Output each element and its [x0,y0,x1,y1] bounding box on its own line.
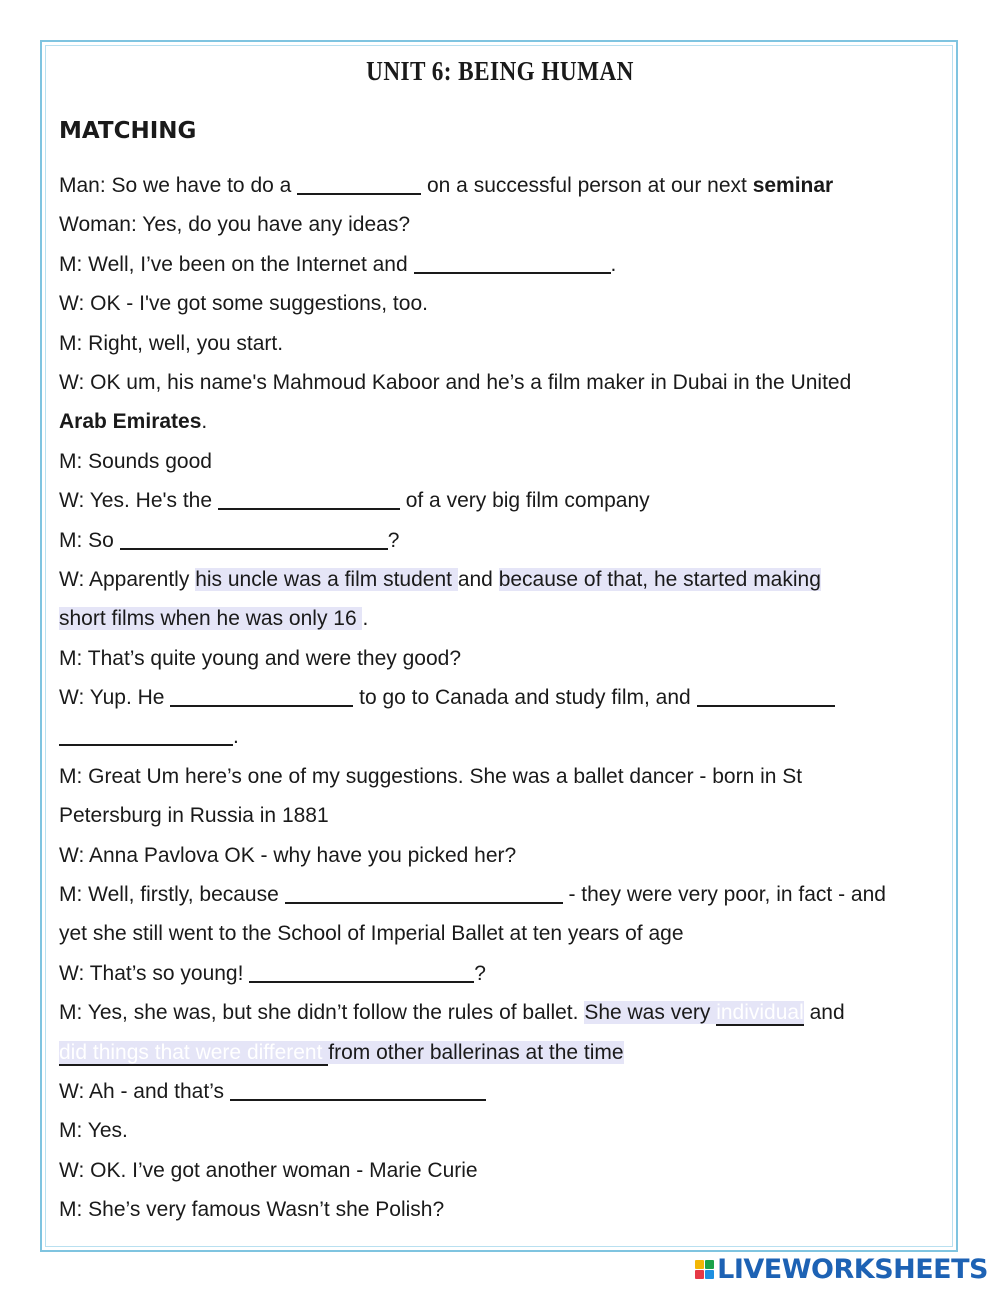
dialogue-line: M: Well, I’ve been on the Internet and . [59,252,617,276]
logo-tile [695,1260,704,1269]
section-heading: MATCHING [59,118,197,144]
highlighted-answer[interactable]: short films when he was only 16 [59,607,363,631]
answer-blank[interactable] [120,527,388,550]
logo-tiles-icon [695,1260,714,1279]
dialogue-line: W: Yup. He to go to Canada and study film, and [59,678,949,717]
dialogue-line: Petersburg in Russia in 1881 [59,804,329,828]
dialogue-line: W: Apparently his uncle was a film student and because of that, he started making [59,567,821,591]
dialogue-line: W: That’s so young! ? [59,961,486,985]
highlighted-answer[interactable]: did things that were different from other ballerinas at the time [59,1040,624,1064]
dialogue-line: Woman: Yes, do you have any ideas? [59,213,411,237]
answer-blank[interactable] [170,684,353,707]
liveworksheets-logo [695,1254,988,1285]
dialogue-line: M: Sounds good [59,449,212,473]
dialogue-text [59,166,949,1230]
dialogue-line: W: OK um, his name's Mahmoud Kaboor and he’s a film maker in Dubai in the United [59,370,852,394]
logo-tile [705,1270,714,1279]
answer-blank[interactable] [249,960,474,983]
dialogue-line: W: Yes. He's the of a very big film company [59,489,650,513]
answer-blank[interactable] [297,172,421,195]
dialogue-line: M: She’s very famous Wasn’t she Polish? [59,1198,445,1222]
dialogue-line: W: Ah - and that’s [59,1072,949,1111]
highlighted-answer[interactable]: his uncle was a film student [195,567,458,591]
dialogue-line: M: Yes. [59,1119,128,1143]
dialogue-line: M: That’s quite young and were they good? [59,646,461,670]
dialogue-line: . [59,717,949,756]
dialogue-line: M: Right, well, you start. [59,331,284,355]
dialogue-line: yet she still went to the School of Imperial Ballet at ten years of age [59,922,684,946]
answer-blank[interactable] [230,1078,486,1101]
dialogue-line [59,1033,949,1072]
dialogue-line: Man: So we have to do a on a successful person at our next seminar [59,174,834,197]
dialogue-line: W: OK - I've got some suggestions, too. [59,292,428,316]
answer-blank[interactable] [218,487,400,510]
highlighted-answer[interactable]: She was very individual [584,1001,804,1025]
worksheet-title: UNIT 6: BEING HUMAN [366,56,634,86]
dialogue-line: M: So ? [59,528,400,552]
dialogue-line: M: Yes, she was, but she didn’t follow the rules of ballet. She was very individual and [59,1001,845,1025]
dialogue-line: Arab Emirates. [59,410,208,434]
dialogue-line: short films when he was only 16 . [59,607,369,631]
highlighted-answer[interactable]: because of that, he started making [498,567,821,591]
answer-blank[interactable] [59,723,233,746]
dialogue-line: M: Well, firstly, because - they were very poor, in fact - and [59,883,886,907]
answer-blank[interactable] [414,251,611,274]
dialogue-line: W: Anna Pavlova OK - why have you picked her? [59,843,517,867]
dialogue-line: M: Great Um here’s one of my suggestions. She was a ballet dancer - born in St [59,764,803,788]
logo-tile [705,1260,714,1269]
answer-blank[interactable] [697,684,835,707]
brand-name: LIVEWORKSHEETS [717,1254,988,1285]
dialogue-line: W: OK. I’ve got another woman - Marie Curie [59,1158,478,1182]
logo-tile [695,1270,704,1279]
answer-blank[interactable] [285,881,563,904]
